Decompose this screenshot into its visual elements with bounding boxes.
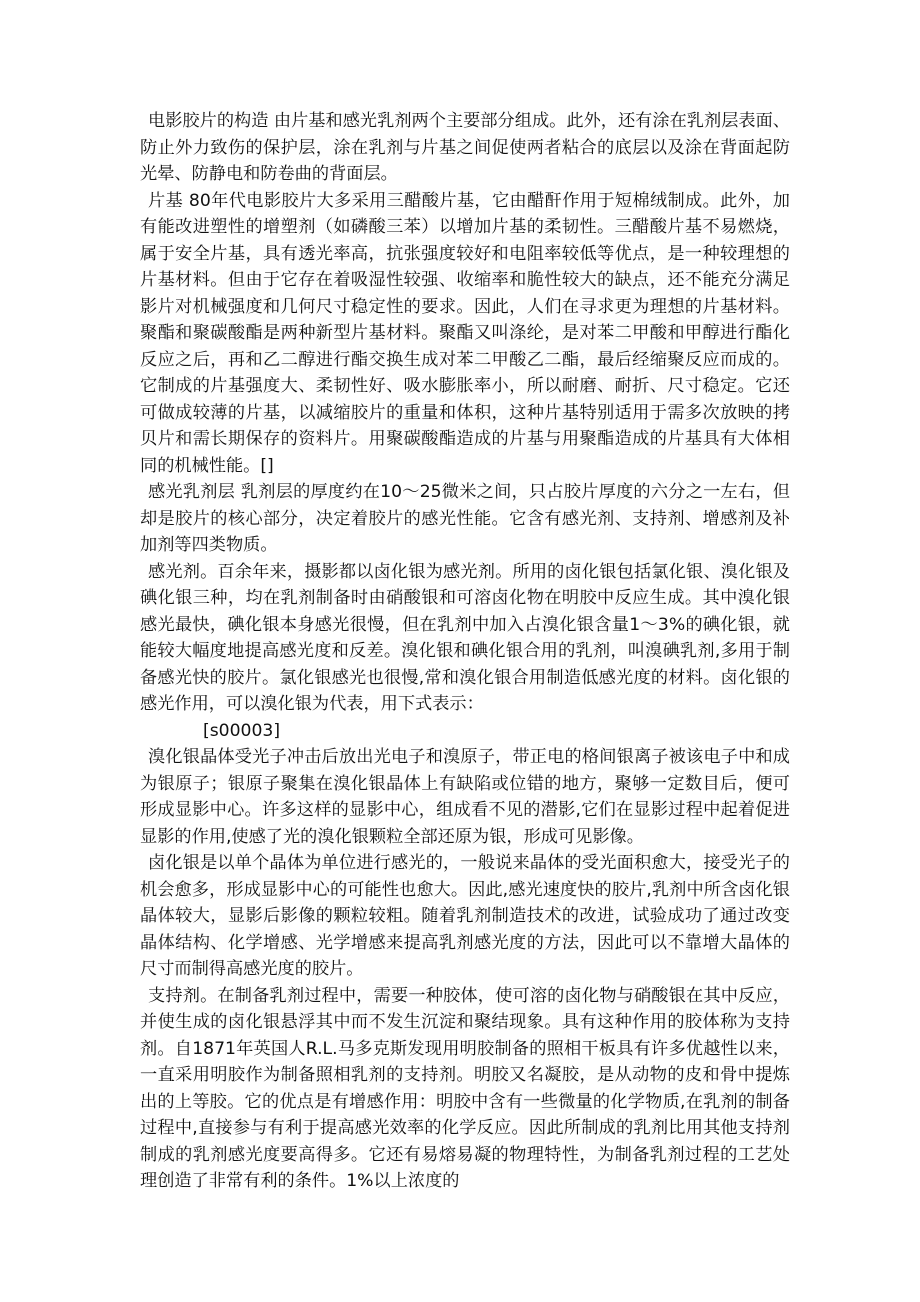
paragraph-film-base: 片基 80年代电影胶片大多采用三醋酸片基，它由醋酐作用于短棉绒制成。此外，加有能改进塑性的增塑剂（如磷酸三苯）以增加片基的柔韧性。三醋酸片基不易燃烧，属于安全片基，具有透光率高，抗张强度较好和电阻率较低等优点，是一种较理想的片基材料。但由于它存在着吸湿性较强、收缩率和脆性较大的缺点，还不能充分满足影片对机械强度和几何尺寸稳定性的要求。因此，人们在寻求更为理想的片基材料。聚酯和聚碳酸酯是两种新型片基材料。聚酯又叫涤纶，是对苯二甲酸和甲醇进行酯化反应之后，再和乙二醇进行酯交换生成对苯二甲酸乙二酯，最后经缩聚反应而成的。它制成的片基强度大、柔韧性好、吸水膨胀率小，所以耐磨、耐折、尺寸稳定。它还可做成较薄的片基，以减缩胶片的重量和体积，这种片基特别适用于需多次放映的拷贝片和需长期保存的资料片。用聚碳酸酯造成的片基与用聚酯造成的片基具有大体相同的机械性能。[] — [140, 190, 790, 476]
paragraph-film-structure: 电影胶片的构造 由片基和感光乳剂两个主要部分组成。此外，还有涂在乳剂层表面、防止外力致伤的保护层，涂在乳剂与片基之间促使两者粘合的底层以及涂在背面起防光晕、防静电和防卷曲的背面层。 — [140, 111, 790, 184]
formula-placeholder: [s00003] — [203, 720, 281, 741]
paragraph-silver-bromide: 溴化银晶体受光子冲击后放出光电子和溴原子，带正电的格间银离子被该电子中和成为银原子；银原子聚集在溴化银晶体上有缺陷或位错的地方，聚够一定数目后，便可形成显影中心。许多这样的显影中心，组成看不见的潜影,它们在显影过程中起着促进显影的作用,使感了光的溴化银颗粒全部还原为银，形成可见影像。 — [140, 747, 790, 847]
document-body — [140, 108, 790, 1195]
paragraph-silver-halide-crystal: 卤化银是以单个晶体为单位进行感光的，一般说来晶体的受光面积愈大，接受光子的机会愈多，形成显影中心的可能性也愈大。因此,感光速度快的胶片,乳剂中所含卤化银晶体较大，显影后影像的颗粒较粗。随着乳剂制造技术的改进，试验成功了通过改变晶体结构、化学增感、光学增感来提高乳剂感光度的方法，因此可以不靠增大晶体的尺寸而制得高感光度的胶片。 — [140, 853, 790, 979]
paragraph-photosensitizer: 感光剂。百余年来，摄影都以卤化银为感光剂。所用的卤化银包括氯化银、溴化银及碘化银三种，均在乳剂制备时由硝酸银和可溶卤化物在明胶中反应生成。其中溴化银感光最快，碘化银本身感光很慢，但在乳剂中加入占溴化银含量1～3%的碘化银，就能较大幅度地提高感光度和反差。溴化银和碘化银合用的乳剂，叫溴碘乳剂,多用于制备感光快的胶片。氯化银感光也很慢,常和溴化银合用制造低感光度的材料。卤化银的感光作用，可以溴化银为代表，用下式表示： — [140, 561, 790, 714]
paragraph-emulsion-layer: 感光乳剂层 乳剂层的厚度约在10～25微米之间，只占胶片厚度的六分之一左右，但却是胶片的核心部分，决定着胶片的感光性能。它含有感光剂、支持剂、增感剂及补加剂等四类物质。 — [140, 482, 790, 555]
paragraph-support-agent: 支持剂。在制备乳剂过程中，需要一种胶体，使可溶的卤化物与硝酸银在其中反应，并使生成的卤化银悬浮其中而不发生沉淀和聚结现象。具有这种作用的胶体称为支持剂。自1871年英国人R.L.马多克斯发现用明胶制备的照相干板具有许多优越性以来，一直采用明胶作为制备照相乳剂的支持剂。明胶又名凝胶，是从动物的皮和骨中提炼出的上等胶。它的优点是有增感作用：明胶中含有一些微量的化学物质,在乳剂的制备过程中,直接参与有利于提高感光效率的化学反应。因此所制成的乳剂比用其他支持剂制成的乳剂感光度要高得多。它还有易熔易凝的物理特性，为制备乳剂过程的工艺处理创造了非常有利的条件。1%以上浓度的 — [140, 985, 790, 1191]
